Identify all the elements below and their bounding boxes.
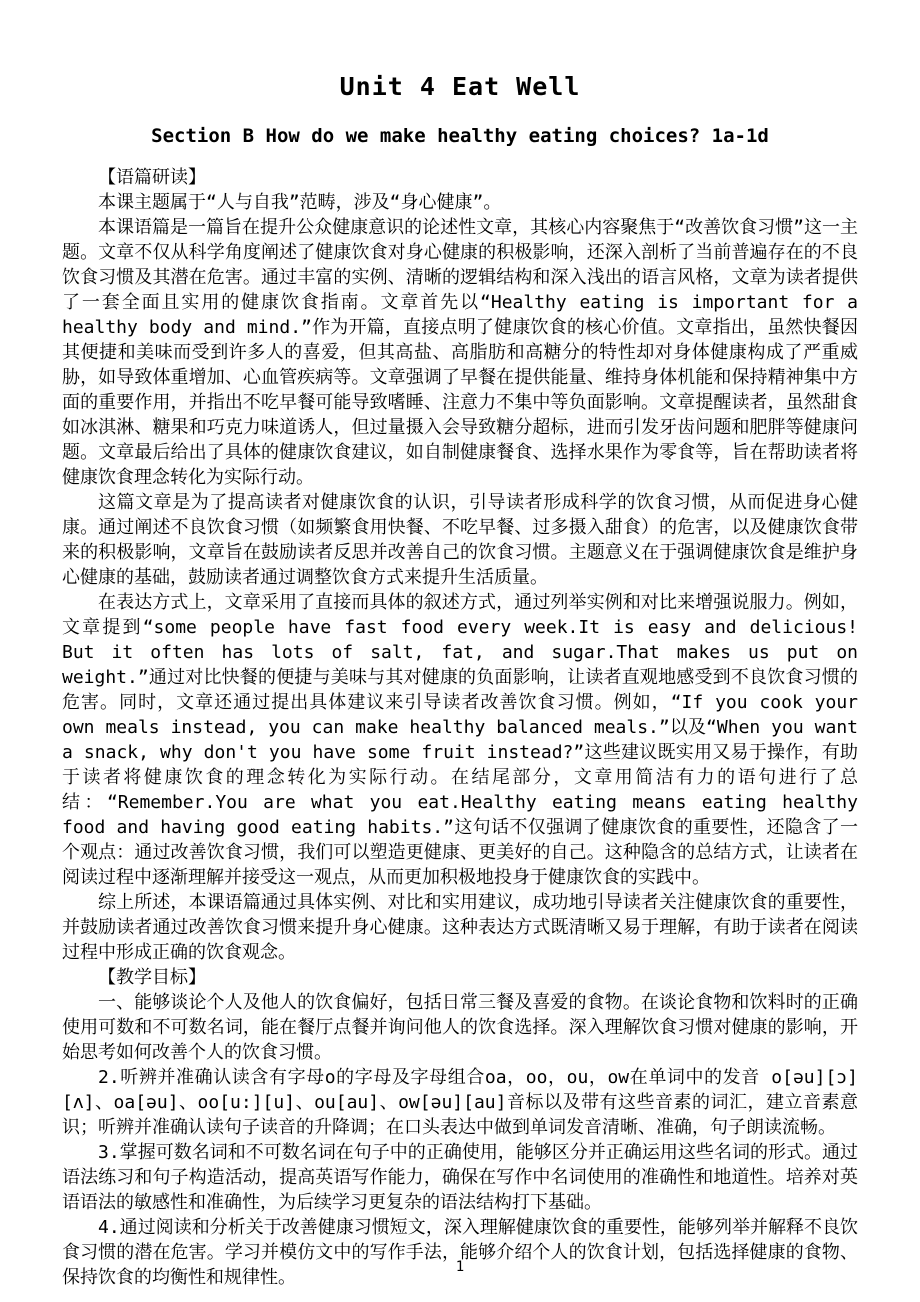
paragraph-objective-2: 2.听辨并准确认读含有字母o的字母及字母组合oa，oo，ou，ow在单词中的发音 o[əu][ɔ][ʌ]、oa[əu]、oo[u:][u]、ou[au]、ow[əu][au]音标以及带有这些音素的词汇，建立音素意识；听辨并准确认读句子读音的升降调；在口头表达中做到单词发音清晰、准确，句子朗读流畅。	[62, 1067, 858, 1138]
section-heading-teaching-objectives: 【教学目标】	[98, 967, 206, 988]
paragraph-objective-3: 3.掌握可数名词和不可数名词在句子中的正确使用，能够区分并正确运用这些名词的形式。通过语法练习和句子构造活动，提高英语写作能力，确保在写作中名词使用的准确性和地道性。培养对英语语法的敏感性和准确性，为后续学习更复杂的语法结构打下基础。	[62, 1142, 858, 1213]
paragraph-text-purpose: 这篇文章是为了提高读者对健康饮食的认识，引导读者形成科学的饮食习惯，从而促进身心健康。通过阐述不良饮食习惯（如频繁食用快餐、不吃早餐、过多摄入甜食）的危害，以及健康饮食带来的积极影响，文章旨在鼓励读者反思并改善自己的饮食习惯。主题意义在于强调健康饮食是维护身心健康的基础，鼓励读者通过调整饮食方式来提升生活质量。	[62, 492, 858, 588]
paragraph-objective-1: 一、能够谈论个人及他人的饮食偏好，包括日常三餐及喜爱的食物。在谈论食物和饮料时的正确使用可数和不可数名词，能在餐厅点餐并询问他人的饮食选择。深入理解饮食习惯对健康的影响，开始思考如何改善个人的饮食习惯。	[62, 992, 858, 1063]
paragraph-theme-scope: 本课主题属于“人与自我”范畴，涉及“身心健康”。	[98, 192, 502, 213]
paragraph-conclusion: 综上所述，本课语篇通过具体实例、对比和实用建议，成功地引导读者关注健康饮食的重要性，并鼓励读者通过改善饮食习惯来提升身心健康。这种表达方式既清晰又易于理解，有助于读者在阅读过程中形成正确的饮食观念。	[62, 892, 858, 963]
paragraph-objective-4: 4.通过阅读和分析关于改善健康习惯短文，深入理解健康饮食的重要性，能够列举并解释不良饮食习惯的潜在危害。学习并模仿文中的写作手法，能够介绍个人的饮食计划，包括选择健康的食物、保持饮食的均衡性和规律性。	[62, 1217, 858, 1288]
document-subtitle: Section B How do we make healthy eating choices? 1a-1d	[151, 125, 769, 147]
page-number: 1	[455, 1259, 465, 1275]
paragraph-text-summary: 本课语篇是一篇旨在提升公众健康意识的论述性文章，其核心内容聚焦于“改善饮食习惯”这一主题。文章不仅从科学角度阐述了健康饮食对身心健康的积极影响，还深入剖析了当前普遍存在的不良饮食习惯及其潜在危害。通过丰富的实例、清晰的逻辑结构和深入浅出的语言风格，文章为读者提供了一套全面且实用的健康饮食指南。文章首先以“Healthy eating is important for a healthy body and mind.”作为开篇，直接点明了健康饮食的核心价值。文章指出，虽然快餐因其便捷和美味而受到许多人的喜爱，但其高盐、高脂肪和高糖分的特性却对身体健康构成了严重威胁，如导致体重增加、心血管疾病等。文章强调了早餐在提供能量、维持身体机能和保持精神集中方面的重要作用，并指出不吃早餐可能导致嗜睡、注意力不集中等负面影响。文章提醒读者，虽然甜食如冰淇淋、糖果和巧克力味道诱人，但过量摄入会导致糖分超标，进而引发牙齿问题和肥胖等健康问题。文章最后给出了具体的健康饮食建议，如自制健康餐食、选择水果作为零食等，旨在帮助读者将健康饮食理念转化为实际行动。	[62, 217, 858, 488]
section-heading-text-analysis: 【语篇研读】	[98, 167, 206, 188]
paragraph-expression-style: 在表达方式上，文章采用了直接而具体的叙述方式，通过列举实例和对比来增强说服力。例如，文章提到“some people have fast food every week.It is easy and delicious! But it often has lots of salt, fat, and sugar.That makes us put on weight.”通过对比快餐的便捷与美味与其对健康的负面影响，让读者直观地感受到不良饮食习惯的危害。同时，文章还通过提出具体建议来引导读者改善饮食习惯。例如，“If you cook your own meals instead, you can make healthy balanced meals.”以及“When you want a snack, why don't you have some fruit instead?”这些建议既实用又易于操作，有助于读者将健康饮食的理念转化为实际行动。在结尾部分，文章用简洁有力的语句进行了总结：“Remember.You are what you eat.Healthy eating means eating healthy food and having good eating habits.”这句话不仅强调了健康饮食的重要性，还隐含了一个观点：通过改善饮食习惯，我们可以塑造更健康、更美好的自己。这种隐含的总结方式，让读者在阅读过程中逐渐理解并接受这一观点，从而更加积极地投身于健康饮食的实践中。	[62, 592, 858, 888]
document-title: Unit 4 Eat Well	[339, 72, 581, 101]
